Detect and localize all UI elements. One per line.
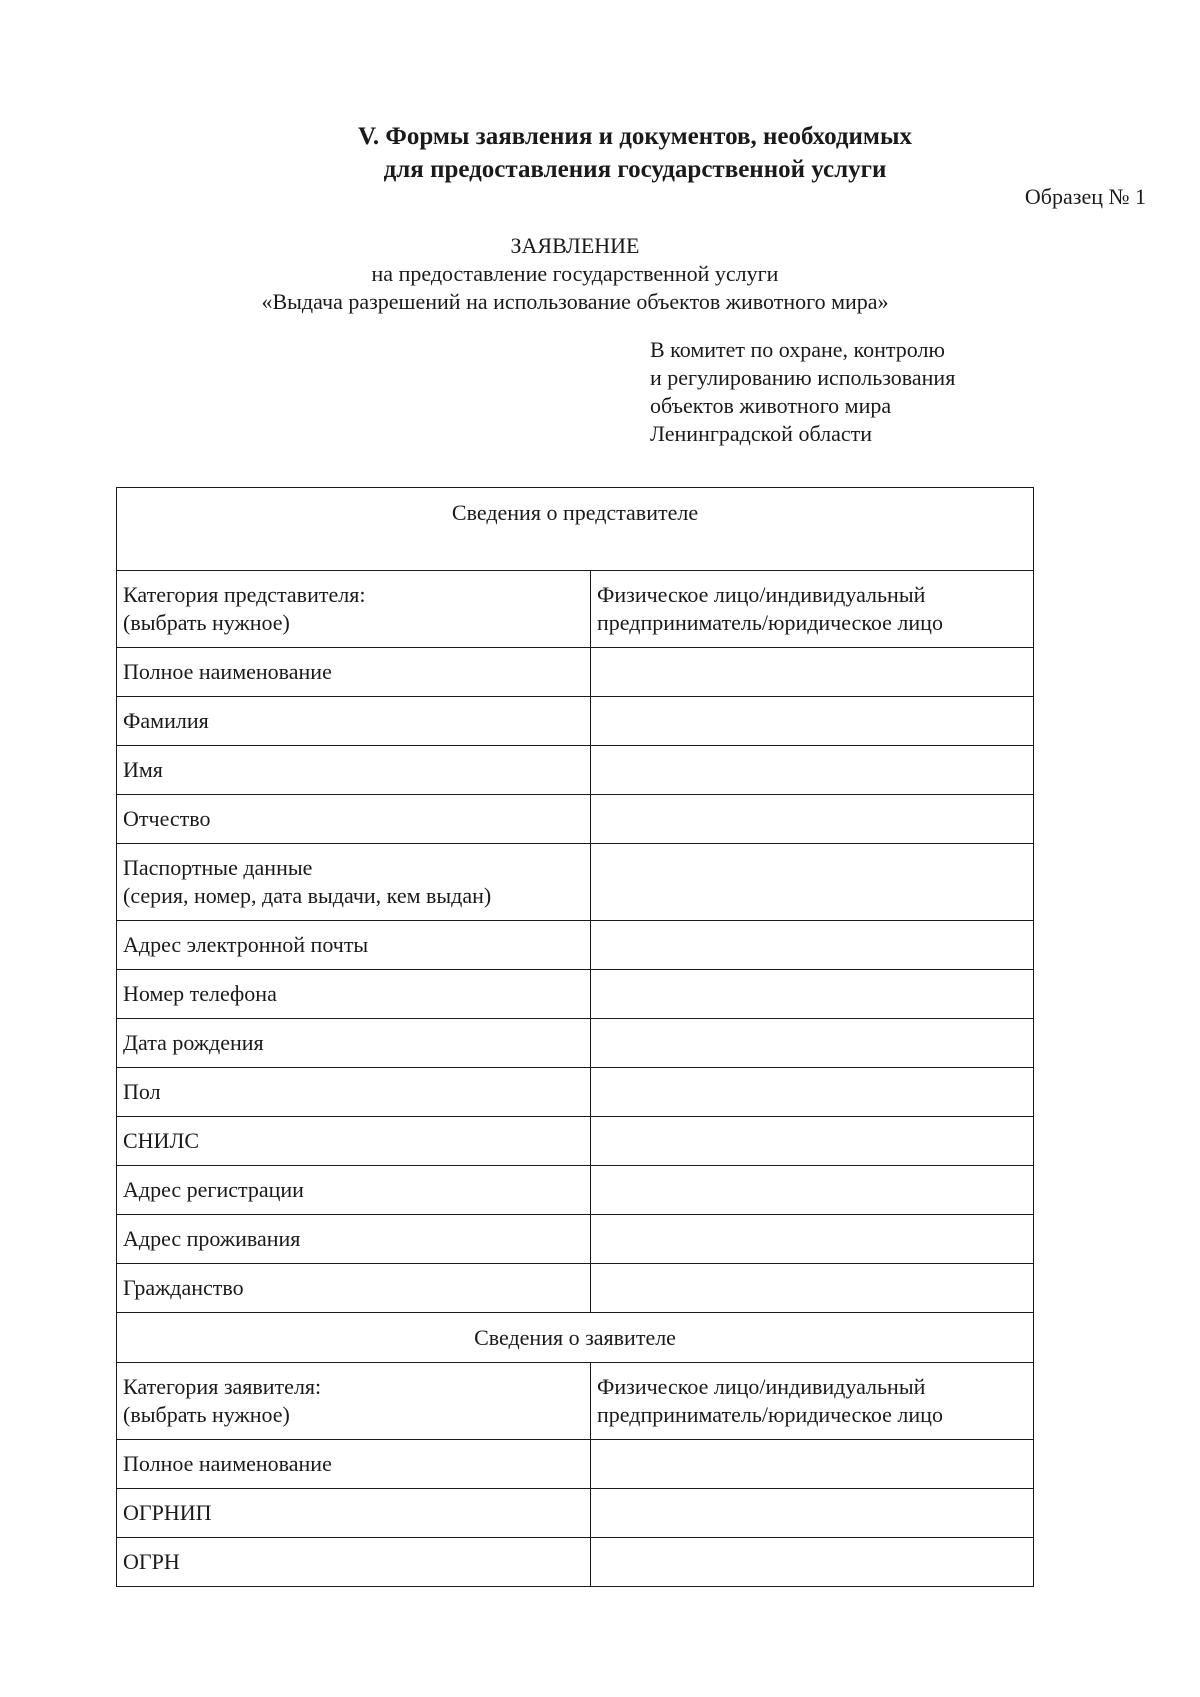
rep-patronymic-field[interactable]	[591, 795, 1034, 844]
table-row	[117, 921, 1034, 970]
rep-gender-label: Пол	[117, 1068, 591, 1117]
table-row	[117, 1489, 1034, 1538]
table-row	[117, 697, 1034, 746]
rep-full-name-label: Полное наименование	[117, 648, 591, 697]
section-heading-line-1: V. Формы заявления и документов, необходимых	[358, 123, 912, 150]
rep-surname-field[interactable]	[591, 697, 1034, 746]
rep-registration-address-field[interactable]	[591, 1166, 1034, 1215]
section-heading-line-2: для предоставления государственной услуги	[383, 156, 887, 183]
rep-snils-label: СНИЛС	[117, 1117, 591, 1166]
rep-category-options-line-2: предприниматель/юридическое лицо	[597, 610, 943, 635]
app-category-options-line-2: предприниматель/юридическое лицо	[597, 1402, 943, 1427]
app-category-label	[117, 1363, 591, 1440]
rep-snils-field[interactable]	[591, 1117, 1034, 1166]
app-category-options-line-1: Физическое лицо/индивидуальный	[597, 1374, 926, 1399]
app-category-options[interactable]	[591, 1363, 1034, 1440]
table-row	[117, 571, 1034, 648]
application-title: ЗАЯВЛЕНИЕ	[510, 233, 640, 258]
table-row	[117, 844, 1034, 921]
table-row	[117, 1363, 1034, 1440]
app-category-label-line-1: Категория заявителя:	[123, 1374, 322, 1399]
rep-registration-address-label: Адрес регистрации	[117, 1166, 591, 1215]
table-row	[117, 1117, 1034, 1166]
table-row	[117, 1068, 1034, 1117]
rep-residence-address-label: Адрес проживания	[117, 1215, 591, 1264]
app-ogrnip-label: ОГРНИП	[117, 1489, 591, 1538]
sample-number-label: Образец № 1	[1024, 184, 1146, 209]
rep-gender-field[interactable]	[591, 1068, 1034, 1117]
table-row	[117, 1440, 1034, 1489]
addressee-block	[650, 336, 955, 448]
rep-passport-label-line-1: Паспортные данные	[123, 855, 313, 880]
rep-category-options-line-1: Физическое лицо/индивидуальный	[597, 582, 926, 607]
rep-category-options[interactable]	[591, 571, 1034, 648]
app-category-label-line-2: (выбрать нужное)	[123, 1402, 290, 1427]
rep-phone-label: Номер телефона	[117, 970, 591, 1019]
representative-section-title: Сведения о представителе	[117, 488, 1034, 571]
rep-first-name-field[interactable]	[591, 746, 1034, 795]
table-row	[117, 1166, 1034, 1215]
service-name: «Выдача разрешений на использование объектов животного мира»	[261, 289, 889, 314]
rep-birth-date-label: Дата рождения	[117, 1019, 591, 1068]
rep-birth-date-field[interactable]	[591, 1019, 1034, 1068]
table-row	[117, 1538, 1034, 1587]
application-subtitle: на предоставление государственной услуги	[371, 261, 779, 286]
rep-patronymic-label: Отчество	[117, 795, 591, 844]
section-heading	[0, 120, 1200, 186]
rep-email-field[interactable]	[591, 921, 1034, 970]
rep-full-name-field[interactable]	[591, 648, 1034, 697]
table-row	[117, 746, 1034, 795]
rep-category-label-line-1: Категория представителя:	[123, 582, 366, 607]
rep-residence-address-field[interactable]	[591, 1215, 1034, 1264]
rep-phone-field[interactable]	[591, 970, 1034, 1019]
rep-citizenship-label: Гражданство	[117, 1264, 591, 1313]
table-row	[117, 1019, 1034, 1068]
addressee-line-2: и регулированию использования	[650, 365, 956, 390]
table-row	[117, 795, 1034, 844]
rep-surname-label: Фамилия	[117, 697, 591, 746]
table-section-header	[117, 1313, 1034, 1363]
addressee-line-1: В комитет по охране, контролю	[650, 337, 945, 362]
rep-passport-label	[117, 844, 591, 921]
rep-passport-field[interactable]	[591, 844, 1034, 921]
app-full-name-field[interactable]	[591, 1440, 1034, 1489]
rep-category-label	[117, 571, 591, 648]
app-ogrnip-field[interactable]	[591, 1489, 1034, 1538]
app-full-name-label: Полное наименование	[117, 1440, 591, 1489]
table-row	[117, 1264, 1034, 1313]
rep-email-label: Адрес электронной почты	[117, 921, 591, 970]
addressee-line-3: объектов животного мира	[650, 393, 892, 418]
rep-citizenship-field[interactable]	[591, 1264, 1034, 1313]
app-ogrn-field[interactable]	[591, 1538, 1034, 1587]
application-title-block	[0, 232, 1150, 316]
application-form-table	[116, 487, 1034, 1587]
rep-category-label-line-2: (выбрать нужное)	[123, 610, 290, 635]
rep-passport-label-line-2: (серия, номер, дата выдачи, кем выдан)	[123, 883, 492, 908]
applicant-section-title: Сведения о заявителе	[117, 1313, 1034, 1363]
table-row	[117, 970, 1034, 1019]
table-row	[117, 1215, 1034, 1264]
rep-first-name-label: Имя	[117, 746, 591, 795]
table-row	[117, 648, 1034, 697]
addressee-line-4: Ленинградской области	[650, 421, 872, 446]
table-section-header	[117, 488, 1034, 571]
app-ogrn-label: ОГРН	[117, 1538, 591, 1587]
